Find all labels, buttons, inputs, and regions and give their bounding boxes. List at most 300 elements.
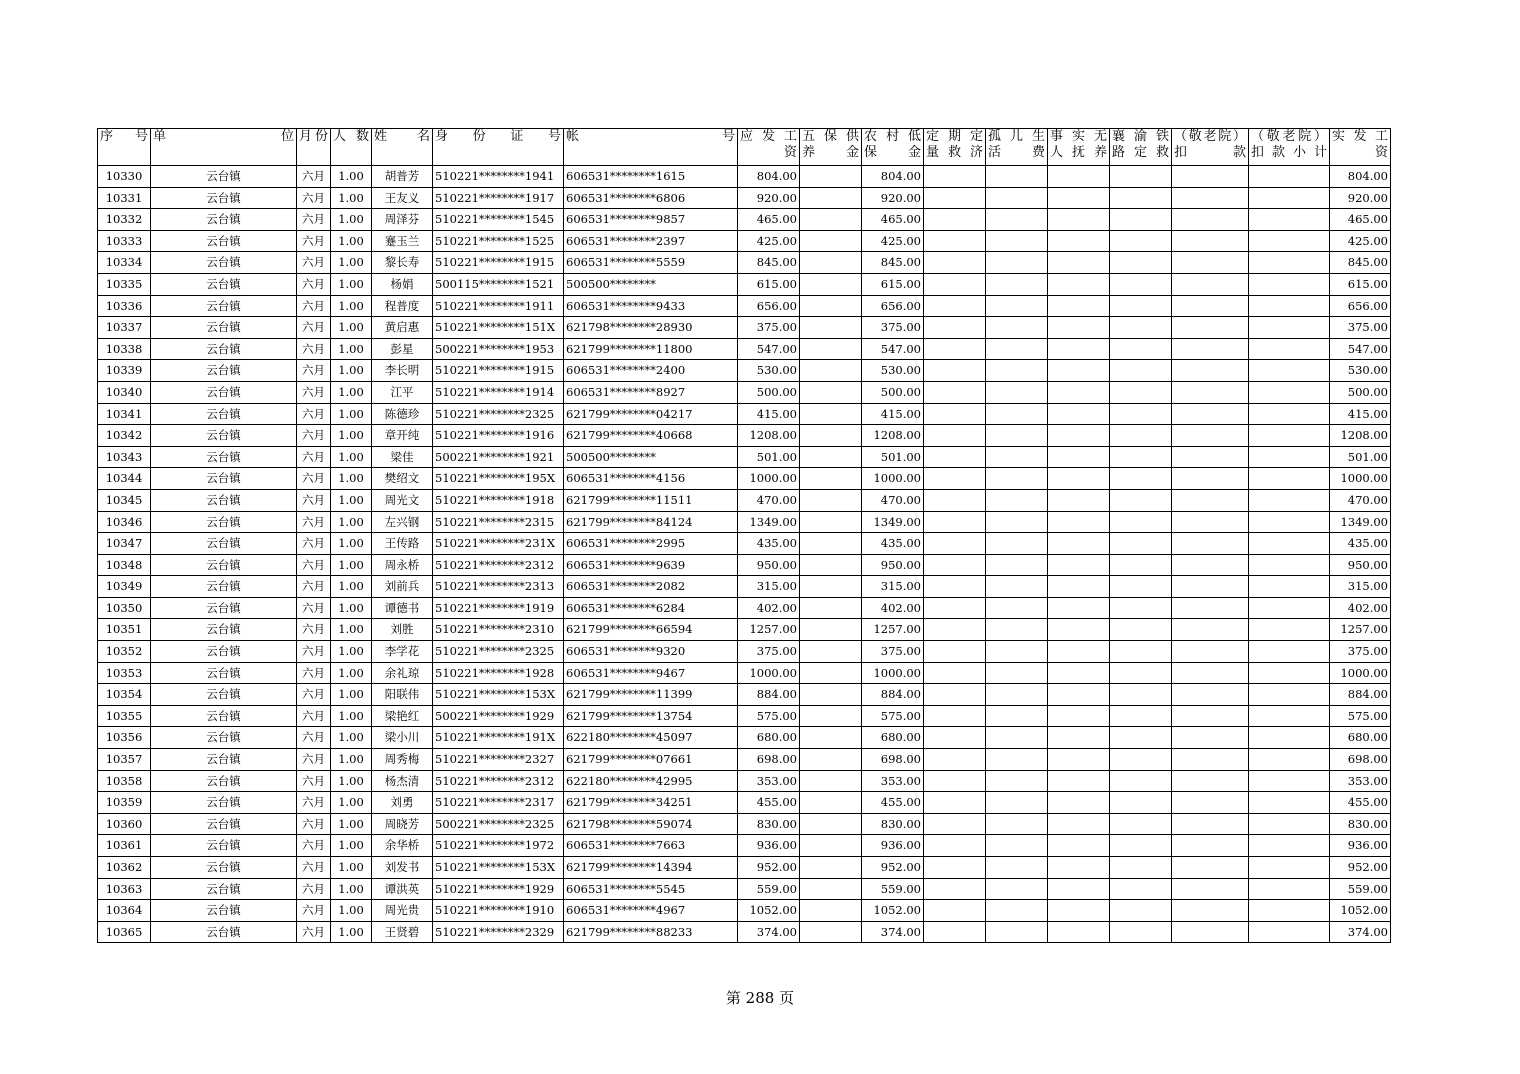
cell-dingqi [924, 749, 986, 771]
cell-guer [986, 338, 1048, 360]
cell-id: 500221********1929 [433, 705, 564, 727]
cell-id: 510221********153X [433, 684, 564, 706]
cell-unit: 云台镇 [151, 857, 297, 879]
cell-unit: 云台镇 [151, 317, 297, 339]
cell-name: 蹇玉兰 [372, 230, 433, 252]
cell-shishi [1048, 446, 1110, 468]
cell-jly-subtotal [1249, 446, 1330, 468]
cell-shishi [1048, 403, 1110, 425]
cell-month: 六月 [297, 468, 331, 490]
header-gross-wage-line: 应 发 工 [740, 129, 797, 144]
cell-dingqi [924, 381, 986, 403]
cell-seq: 10350 [98, 597, 151, 619]
cell-xiangyu [1110, 900, 1172, 922]
cell-guer [986, 554, 1048, 576]
cell-count: 1.00 [331, 489, 372, 511]
cell-xiangyu [1110, 252, 1172, 274]
cell-guer [986, 857, 1048, 879]
cell-shishi [1048, 209, 1110, 231]
cell-dingqi [924, 857, 986, 879]
cell-month: 六月 [297, 511, 331, 533]
cell-seq: 10330 [98, 166, 151, 188]
cell-xiangyu [1110, 295, 1172, 317]
cell-account: 606531********9857 [564, 209, 738, 231]
cell-dibao: 500.00 [862, 381, 924, 403]
cell-net: 1257.00 [1330, 619, 1391, 641]
cell-guer [986, 770, 1048, 792]
cell-xiangyu [1110, 576, 1172, 598]
cell-wubao [800, 878, 862, 900]
cell-seq: 10359 [98, 792, 151, 814]
cell-id: 510221********231X [433, 533, 564, 555]
cell-dibao: 501.00 [862, 446, 924, 468]
table-row [98, 900, 1391, 922]
cell-net: 845.00 [1330, 252, 1391, 274]
header-seq-line: 序 号 [100, 129, 148, 144]
cell-month: 六月 [297, 403, 331, 425]
cell-dingqi [924, 770, 986, 792]
cell-xiangyu [1110, 425, 1172, 447]
cell-name: 程普度 [372, 295, 433, 317]
cell-name: 李长明 [372, 360, 433, 382]
cell-jly-subtotal [1249, 230, 1330, 252]
cell-guer [986, 403, 1048, 425]
cell-dingqi [924, 900, 986, 922]
cell-dibao: 465.00 [862, 209, 924, 231]
cell-jly-subtotal [1249, 425, 1330, 447]
cell-unit: 云台镇 [151, 900, 297, 922]
cell-xiangyu [1110, 921, 1172, 943]
cell-gross: 680.00 [738, 727, 800, 749]
cell-jly-deduct [1172, 705, 1249, 727]
table-row [98, 273, 1391, 295]
cell-dingqi [924, 576, 986, 598]
cell-jly-subtotal [1249, 597, 1330, 619]
cell-dibao: 315.00 [862, 576, 924, 598]
cell-jly-subtotal [1249, 576, 1330, 598]
cell-guer [986, 511, 1048, 533]
cell-account: 621799********13754 [564, 705, 738, 727]
cell-id: 510221********2312 [433, 554, 564, 576]
cell-dibao: 435.00 [862, 533, 924, 555]
cell-count: 1.00 [331, 187, 372, 209]
header-count [331, 129, 372, 166]
table-row [98, 684, 1391, 706]
cell-jly-subtotal [1249, 641, 1330, 663]
cell-month: 六月 [297, 554, 331, 576]
cell-xiangyu [1110, 166, 1172, 188]
cell-gross: 559.00 [738, 878, 800, 900]
cell-xiangyu [1110, 468, 1172, 490]
cell-guer [986, 662, 1048, 684]
cell-guer [986, 360, 1048, 382]
cell-id: 510221********1914 [433, 381, 564, 403]
cell-net: 698.00 [1330, 749, 1391, 771]
cell-gross: 1052.00 [738, 900, 800, 922]
cell-account: 500500******** [564, 273, 738, 295]
cell-wubao [800, 533, 862, 555]
cell-jly-subtotal [1249, 792, 1330, 814]
cell-id: 510221********2329 [433, 921, 564, 943]
cell-shishi [1048, 489, 1110, 511]
cell-name: 刘发书 [372, 857, 433, 879]
cell-shishi [1048, 425, 1110, 447]
cell-count: 1.00 [331, 619, 372, 641]
cell-gross: 470.00 [738, 489, 800, 511]
cell-name: 江平 [372, 381, 433, 403]
cell-jly-subtotal [1249, 705, 1330, 727]
cell-jly-deduct [1172, 166, 1249, 188]
cell-dingqi [924, 230, 986, 252]
cell-net: 501.00 [1330, 446, 1391, 468]
cell-account: 606531********4156 [564, 468, 738, 490]
cell-guer [986, 619, 1048, 641]
cell-gross: 501.00 [738, 446, 800, 468]
cell-unit: 云台镇 [151, 662, 297, 684]
cell-jly-deduct [1172, 727, 1249, 749]
header-guer [986, 129, 1048, 166]
cell-id: 510221********1545 [433, 209, 564, 231]
cell-dingqi [924, 684, 986, 706]
cell-id: 500115********1521 [433, 273, 564, 295]
cell-wubao [800, 489, 862, 511]
cell-unit: 云台镇 [151, 597, 297, 619]
cell-seq: 10337 [98, 317, 151, 339]
table-row [98, 338, 1391, 360]
cell-jly-deduct [1172, 338, 1249, 360]
cell-shishi [1048, 792, 1110, 814]
header-wubao-line: 五 保 供 [802, 129, 859, 144]
cell-guer [986, 813, 1048, 835]
cell-shishi [1048, 381, 1110, 403]
table-row [98, 835, 1391, 857]
header-shishi-line: 人 抚 养 [1050, 145, 1107, 160]
header-guer-line: 孤 儿 生 [988, 129, 1045, 144]
cell-gross: 425.00 [738, 230, 800, 252]
cell-guer [986, 446, 1048, 468]
cell-seq: 10351 [98, 619, 151, 641]
cell-jly-deduct [1172, 554, 1249, 576]
cell-seq: 10358 [98, 770, 151, 792]
cell-id: 510221********195X [433, 468, 564, 490]
cell-guer [986, 381, 1048, 403]
cell-xiangyu [1110, 317, 1172, 339]
cell-dibao: 375.00 [862, 317, 924, 339]
cell-unit: 云台镇 [151, 187, 297, 209]
cell-xiangyu [1110, 597, 1172, 619]
cell-account: 621799********66594 [564, 619, 738, 641]
cell-net: 952.00 [1330, 857, 1391, 879]
cell-xiangyu [1110, 511, 1172, 533]
cell-account: 606531********5545 [564, 878, 738, 900]
cell-gross: 500.00 [738, 381, 800, 403]
cell-wubao [800, 770, 862, 792]
cell-shishi [1048, 273, 1110, 295]
cell-name: 杨娟 [372, 273, 433, 295]
cell-id: 510221********2310 [433, 619, 564, 641]
cell-guer [986, 230, 1048, 252]
cell-name: 梁佳 [372, 446, 433, 468]
cell-account: 606531********4967 [564, 900, 738, 922]
cell-net: 1349.00 [1330, 511, 1391, 533]
header-unit-line: 单 位 [153, 129, 294, 144]
header-jly-deduct-line: 扣 款 [1174, 145, 1246, 160]
cell-jly-subtotal [1249, 317, 1330, 339]
cell-unit: 云台镇 [151, 511, 297, 533]
cell-name: 周光文 [372, 489, 433, 511]
cell-jly-deduct [1172, 900, 1249, 922]
cell-id: 500221********2325 [433, 813, 564, 835]
cell-account: 622180********42995 [564, 770, 738, 792]
cell-account: 606531********2995 [564, 533, 738, 555]
table-row [98, 295, 1391, 317]
cell-dingqi [924, 187, 986, 209]
cell-jly-subtotal [1249, 878, 1330, 900]
cell-count: 1.00 [331, 597, 372, 619]
cell-dingqi [924, 252, 986, 274]
cell-dingqi [924, 166, 986, 188]
cell-account: 621799********11399 [564, 684, 738, 706]
cell-wubao [800, 425, 862, 447]
cell-jly-subtotal [1249, 403, 1330, 425]
cell-dibao: 402.00 [862, 597, 924, 619]
cell-dibao: 920.00 [862, 187, 924, 209]
cell-name: 周秀梅 [372, 749, 433, 771]
cell-month: 六月 [297, 295, 331, 317]
cell-shishi [1048, 727, 1110, 749]
cell-net: 884.00 [1330, 684, 1391, 706]
cell-shishi [1048, 857, 1110, 879]
header-gross-wage-line: 资 [783, 145, 797, 160]
cell-name: 王传路 [372, 533, 433, 555]
cell-seq: 10343 [98, 446, 151, 468]
cell-net: 656.00 [1330, 295, 1391, 317]
cell-seq: 10339 [98, 360, 151, 382]
cell-gross: 1000.00 [738, 662, 800, 684]
cell-account: 621799********34251 [564, 792, 738, 814]
header-name [372, 129, 433, 166]
cell-guer [986, 727, 1048, 749]
cell-wubao [800, 338, 862, 360]
cell-month: 六月 [297, 317, 331, 339]
cell-jly-deduct [1172, 446, 1249, 468]
cell-month: 六月 [297, 749, 331, 771]
cell-id: 510221********151X [433, 317, 564, 339]
cell-count: 1.00 [331, 533, 372, 555]
cell-account: 606531********9639 [564, 554, 738, 576]
cell-unit: 云台镇 [151, 381, 297, 403]
table-row [98, 641, 1391, 663]
cell-jly-subtotal [1249, 770, 1330, 792]
cell-account: 606531********5559 [564, 252, 738, 274]
cell-unit: 云台镇 [151, 770, 297, 792]
cell-id: 510221********2327 [433, 749, 564, 771]
header-gross-wage [738, 129, 800, 166]
cell-account: 606531********6284 [564, 597, 738, 619]
cell-name: 刘胜 [372, 619, 433, 641]
cell-shishi [1048, 900, 1110, 922]
cell-xiangyu [1110, 792, 1172, 814]
cell-dingqi [924, 295, 986, 317]
cell-net: 1052.00 [1330, 900, 1391, 922]
cell-name: 樊绍文 [372, 468, 433, 490]
cell-wubao [800, 360, 862, 382]
cell-count: 1.00 [331, 295, 372, 317]
cell-shishi [1048, 533, 1110, 555]
cell-seq: 10348 [98, 554, 151, 576]
cell-guer [986, 317, 1048, 339]
cell-account: 621799********14394 [564, 857, 738, 879]
cell-dingqi [924, 403, 986, 425]
cell-net: 950.00 [1330, 554, 1391, 576]
cell-guer [986, 209, 1048, 231]
cell-wubao [800, 792, 862, 814]
cell-name: 阳联伟 [372, 684, 433, 706]
cell-wubao [800, 403, 862, 425]
cell-jly-deduct [1172, 770, 1249, 792]
cell-name: 王贤碧 [372, 921, 433, 943]
cell-gross: 315.00 [738, 576, 800, 598]
cell-dingqi [924, 554, 986, 576]
cell-net: 470.00 [1330, 489, 1391, 511]
cell-count: 1.00 [331, 727, 372, 749]
cell-gross: 656.00 [738, 295, 800, 317]
cell-id: 510221********1929 [433, 878, 564, 900]
cell-wubao [800, 554, 862, 576]
table-row [98, 381, 1391, 403]
cell-unit: 云台镇 [151, 727, 297, 749]
cell-account: 500500******** [564, 446, 738, 468]
header-guer-line: 活 费 [988, 145, 1045, 160]
cell-name: 胡普芳 [372, 166, 433, 188]
cell-unit: 云台镇 [151, 921, 297, 943]
table-row [98, 554, 1391, 576]
header-month-line: 月份 [299, 129, 328, 144]
cell-wubao [800, 209, 862, 231]
cell-name: 余礼琼 [372, 662, 433, 684]
cell-dingqi [924, 705, 986, 727]
cell-net: 920.00 [1330, 187, 1391, 209]
cell-month: 六月 [297, 792, 331, 814]
cell-account: 621799********40668 [564, 425, 738, 447]
cell-jly-deduct [1172, 360, 1249, 382]
cell-unit: 云台镇 [151, 749, 297, 771]
cell-seq: 10364 [98, 900, 151, 922]
cell-count: 1.00 [331, 792, 372, 814]
cell-xiangyu [1110, 727, 1172, 749]
cell-guer [986, 749, 1048, 771]
cell-account: 621799********11800 [564, 338, 738, 360]
cell-jly-subtotal [1249, 900, 1330, 922]
cell-dibao: 680.00 [862, 727, 924, 749]
cell-seq: 10354 [98, 684, 151, 706]
cell-gross: 547.00 [738, 338, 800, 360]
cell-gross: 845.00 [738, 252, 800, 274]
cell-jly-deduct [1172, 792, 1249, 814]
cell-net: 500.00 [1330, 381, 1391, 403]
cell-guer [986, 792, 1048, 814]
cell-month: 六月 [297, 360, 331, 382]
cell-gross: 952.00 [738, 857, 800, 879]
cell-dibao: 374.00 [862, 921, 924, 943]
cell-guer [986, 576, 1048, 598]
cell-xiangyu [1110, 835, 1172, 857]
cell-shishi [1048, 166, 1110, 188]
cell-seq: 10344 [98, 468, 151, 490]
cell-wubao [800, 857, 862, 879]
header-account [564, 129, 738, 166]
cell-account: 621799********84124 [564, 511, 738, 533]
cell-seq: 10361 [98, 835, 151, 857]
cell-id: 510221********1918 [433, 489, 564, 511]
cell-seq: 10352 [98, 641, 151, 663]
cell-wubao [800, 662, 862, 684]
cell-net: 530.00 [1330, 360, 1391, 382]
cell-dingqi [924, 597, 986, 619]
cell-seq: 10342 [98, 425, 151, 447]
cell-jly-subtotal [1249, 187, 1330, 209]
cell-net: 615.00 [1330, 273, 1391, 295]
cell-shishi [1048, 187, 1110, 209]
cell-unit: 云台镇 [151, 641, 297, 663]
cell-seq: 10341 [98, 403, 151, 425]
cell-guer [986, 468, 1048, 490]
cell-name: 章开纯 [372, 425, 433, 447]
cell-jly-deduct [1172, 835, 1249, 857]
table-row [98, 489, 1391, 511]
cell-wubao [800, 576, 862, 598]
header-net-wage-line: 实 发 工 [1332, 129, 1388, 144]
cell-xiangyu [1110, 878, 1172, 900]
table-row [98, 813, 1391, 835]
cell-jly-deduct [1172, 273, 1249, 295]
cell-shishi [1048, 295, 1110, 317]
cell-name: 王友义 [372, 187, 433, 209]
cell-count: 1.00 [331, 252, 372, 274]
cell-seq: 10336 [98, 295, 151, 317]
cell-count: 1.00 [331, 209, 372, 231]
cell-dibao: 575.00 [862, 705, 924, 727]
cell-id: 510221********1919 [433, 597, 564, 619]
cell-dingqi [924, 338, 986, 360]
header-jly-subtotal-line: 扣 款 小 计 [1251, 145, 1327, 160]
cell-dingqi [924, 878, 986, 900]
cell-wubao [800, 705, 862, 727]
table-row [98, 749, 1391, 771]
cell-dingqi [924, 446, 986, 468]
cell-account: 606531********2082 [564, 576, 738, 598]
cell-dingqi [924, 813, 986, 835]
cell-gross: 1000.00 [738, 468, 800, 490]
cell-unit: 云台镇 [151, 554, 297, 576]
cell-name: 彭星 [372, 338, 433, 360]
header-xiangyu-line: 襄 渝 铁 [1112, 129, 1169, 144]
cell-shishi [1048, 619, 1110, 641]
cell-seq: 10349 [98, 576, 151, 598]
cell-xiangyu [1110, 619, 1172, 641]
cell-net: 1208.00 [1330, 425, 1391, 447]
cell-net: 425.00 [1330, 230, 1391, 252]
cell-name: 杨杰清 [372, 770, 433, 792]
cell-unit: 云台镇 [151, 813, 297, 835]
cell-wubao [800, 166, 862, 188]
cell-account: 606531********2397 [564, 230, 738, 252]
cell-month: 六月 [297, 770, 331, 792]
cell-gross: 374.00 [738, 921, 800, 943]
cell-jly-subtotal [1249, 360, 1330, 382]
table-row [98, 166, 1391, 188]
cell-wubao [800, 835, 862, 857]
